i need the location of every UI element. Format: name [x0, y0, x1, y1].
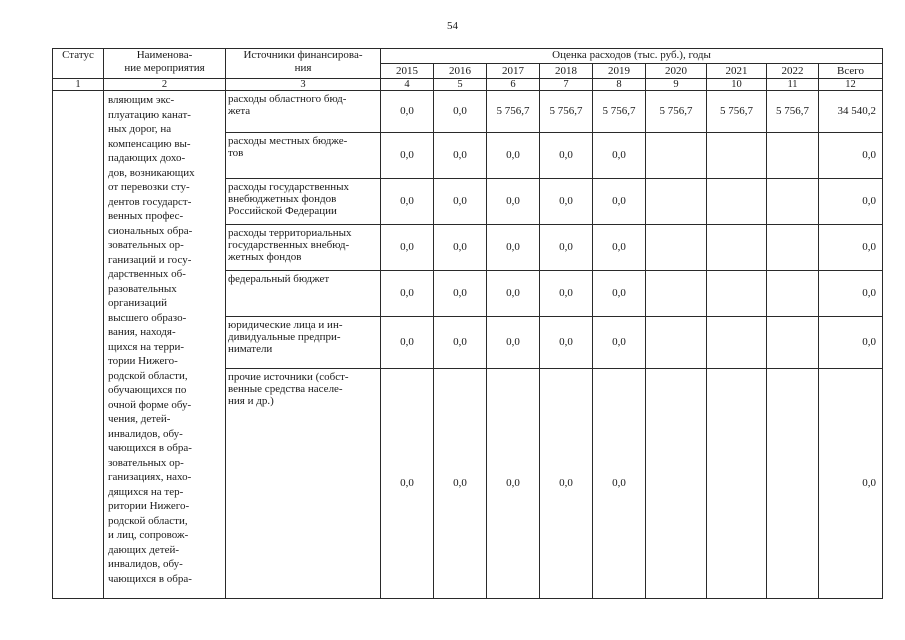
event-name-line: зовательных ор- — [108, 456, 184, 469]
column-number: 11 — [767, 79, 819, 91]
funding-source-line: федеральный бюджет — [228, 273, 330, 285]
column-number: 9 — [646, 79, 707, 91]
event-name-line: от перевозки сту- — [108, 181, 190, 193]
funding-source-line: расходы местных бюдже- — [228, 135, 348, 147]
header-year: 2019 — [593, 64, 646, 79]
event-name-line: щихся на терри- — [108, 340, 184, 353]
funding-source-cell — [226, 179, 381, 225]
column-number: 10 — [707, 79, 767, 91]
year-value-cell: 0,0 — [434, 179, 487, 225]
year-value-cell: 0,0 — [593, 133, 646, 179]
header-cost-estimate: Оценка расходов (тыс. руб.), годы — [381, 49, 883, 64]
event-name-line: компенсацию вы- — [108, 137, 191, 150]
event-name-line: дов, возникающих — [108, 166, 195, 179]
header-event-name-line: ние мероприятия — [124, 62, 205, 74]
column-number: 8 — [593, 79, 646, 91]
column-number: 12 — [819, 79, 883, 91]
funding-source-cell — [226, 369, 381, 599]
year-value-cell: 0,0 — [540, 369, 593, 599]
funding-source-line: прочие источники (собст- — [228, 371, 349, 383]
column-number: 3 — [226, 79, 381, 91]
year-value-cell: 0,0 — [540, 133, 593, 179]
total-value-cell: 0,0 — [819, 271, 883, 317]
total-value-cell: 0,0 — [819, 369, 883, 599]
year-value-cell: 0,0 — [434, 317, 487, 369]
funding-source-cell — [226, 225, 381, 271]
year-value-cell: 0,0 — [434, 225, 487, 271]
header-funding-sources-line: ния — [294, 62, 312, 74]
event-name-line: падающих дохо- — [108, 152, 186, 164]
year-value-cell: 5 756,7 — [540, 91, 593, 133]
column-number: 6 — [487, 79, 540, 91]
funding-source-line: государственных внебюд- — [228, 239, 350, 251]
year-value-cell: 0,0 — [434, 91, 487, 133]
event-name-line: чающихся в обра- — [108, 572, 192, 585]
page-number: 54 — [447, 20, 458, 32]
funding-source-cell — [226, 317, 381, 369]
header-year: 2020 — [646, 64, 707, 79]
year-value-cell — [767, 317, 819, 369]
event-name-line: высшего образо- — [108, 311, 187, 324]
year-value-cell: 0,0 — [434, 133, 487, 179]
year-value-cell — [767, 225, 819, 271]
funding-source-line: венные средства населе- — [228, 383, 343, 395]
year-value-cell — [707, 179, 767, 225]
event-name-line: сиональных обра- — [108, 224, 193, 237]
header-year: 2015 — [381, 64, 434, 79]
total-value-cell: 34 540,2 — [819, 91, 883, 133]
header-event-name — [104, 49, 226, 79]
funding-source-line: Российской Федерации — [228, 205, 337, 217]
year-value-cell: 0,0 — [381, 179, 434, 225]
year-value-cell: 0,0 — [381, 91, 434, 133]
funding-source-line: внебюджетных фондов — [228, 193, 337, 205]
header-year: 2018 — [540, 64, 593, 79]
year-value-cell: 0,0 — [381, 317, 434, 369]
year-value-cell: 0,0 — [487, 133, 540, 179]
event-name-line: организаций — [108, 297, 168, 309]
year-value-cell: 5 756,7 — [767, 91, 819, 133]
header-funding-sources-line: Источники финансирова- — [243, 49, 363, 61]
year-value-cell — [707, 369, 767, 599]
year-value-cell: 0,0 — [487, 225, 540, 271]
year-value-cell: 0,0 — [540, 317, 593, 369]
year-value-cell: 0,0 — [381, 133, 434, 179]
year-value-cell: 5 756,7 — [707, 91, 767, 133]
year-value-cell: 0,0 — [381, 225, 434, 271]
event-name-line: очной форме обу- — [108, 398, 192, 411]
column-number: 1 — [53, 79, 104, 91]
event-name-line: обучающихся по — [108, 384, 187, 396]
total-value-cell: 0,0 — [819, 179, 883, 225]
year-value-cell — [767, 369, 819, 599]
year-value-cell: 0,0 — [381, 271, 434, 317]
year-value-cell — [707, 225, 767, 271]
total-value-cell: 0,0 — [819, 317, 883, 369]
event-name-line: родской области, — [108, 369, 188, 382]
year-value-cell: 5 756,7 — [487, 91, 540, 133]
funding-source-line: юридические лица и ин- — [228, 319, 343, 331]
event-name-line: ганизаций и госу- — [108, 253, 192, 266]
event-name-line: вания, находя- — [108, 326, 176, 338]
funding-source-line: расходы государственных — [228, 181, 350, 193]
year-value-cell — [646, 225, 707, 271]
event-name-line: чающихся в обра- — [108, 442, 192, 454]
event-name-line: венных профес- — [108, 210, 184, 222]
funding-row — [53, 91, 883, 133]
year-value-cell: 0,0 — [540, 179, 593, 225]
funding-source-line: жетных фондов — [228, 251, 302, 263]
funding-source-cell — [226, 133, 381, 179]
funding-source-line: ния и др.) — [228, 395, 274, 407]
event-name-line: родской области, — [108, 514, 188, 527]
event-name-cell — [104, 91, 226, 599]
year-value-cell — [646, 271, 707, 317]
funding-source-line: ниматели — [228, 343, 273, 355]
year-value-cell: 0,0 — [487, 271, 540, 317]
event-name-line: ритории Нижего- — [108, 500, 190, 512]
year-value-cell: 0,0 — [381, 369, 434, 599]
event-name-line: инвалидов, обу- — [108, 558, 183, 570]
funding-source-line: дивидуальные предпри- — [228, 331, 341, 343]
header-year: 2017 — [487, 64, 540, 79]
year-value-cell: 0,0 — [487, 369, 540, 599]
year-value-cell — [707, 271, 767, 317]
event-name-line: вляющим экс- — [108, 94, 175, 106]
header-funding-sources — [226, 49, 381, 79]
column-number-row — [53, 79, 883, 91]
column-number: 2 — [104, 79, 226, 91]
year-value-cell — [767, 179, 819, 225]
event-name-line: чения, детей- — [108, 413, 171, 425]
year-value-cell: 0,0 — [593, 225, 646, 271]
column-number: 4 — [381, 79, 434, 91]
event-name-line: дающих детей- — [108, 543, 180, 556]
year-value-cell: 0,0 — [593, 369, 646, 599]
year-value-cell — [707, 133, 767, 179]
event-name-line: тории Нижего- — [108, 355, 178, 367]
year-value-cell — [707, 317, 767, 369]
funding-source-cell — [226, 91, 381, 133]
funding-source-line: тов — [228, 147, 244, 159]
header-status: Статус — [53, 49, 104, 79]
event-name-line: дарственных об- — [108, 268, 186, 280]
event-name-line: ных дорог, на — [108, 123, 172, 135]
year-value-cell — [646, 369, 707, 599]
year-value-cell: 5 756,7 — [593, 91, 646, 133]
event-name-line: и лиц, сопровож- — [108, 529, 189, 541]
event-name-line: дящихся на тер- — [108, 485, 184, 498]
funding-source-cell — [226, 271, 381, 317]
year-value-cell: 5 756,7 — [646, 91, 707, 133]
year-value-cell: 0,0 — [540, 225, 593, 271]
event-name-line: ганизациях, нахо- — [108, 471, 192, 483]
year-value-cell: 0,0 — [434, 271, 487, 317]
event-name-line: инвалидов, обу- — [108, 427, 183, 440]
total-value-cell: 0,0 — [819, 133, 883, 179]
year-value-cell — [646, 179, 707, 225]
status-cell — [53, 91, 104, 599]
funding-source-line: жета — [228, 105, 251, 117]
year-value-cell — [646, 317, 707, 369]
event-name-line: плуатацию канат- — [108, 108, 191, 121]
year-value-cell: 0,0 — [593, 179, 646, 225]
column-number: 7 — [540, 79, 593, 91]
year-value-cell: 0,0 — [487, 179, 540, 225]
event-name-line: зовательных ор- — [108, 239, 184, 251]
funding-source-line: расходы территориальных — [228, 227, 352, 239]
header-year: 2016 — [434, 64, 487, 79]
year-value-cell: 0,0 — [487, 317, 540, 369]
column-number: 5 — [434, 79, 487, 91]
header-total: Всего — [819, 64, 883, 79]
event-name-line: разовательных — [108, 282, 177, 295]
total-value-cell: 0,0 — [819, 225, 883, 271]
year-value-cell: 0,0 — [434, 369, 487, 599]
funding-source-line: расходы областного бюд- — [228, 93, 347, 105]
year-value-cell — [646, 133, 707, 179]
year-value-cell: 0,0 — [593, 317, 646, 369]
year-value-cell — [767, 271, 819, 317]
year-value-cell: 0,0 — [540, 271, 593, 317]
header-year: 2021 — [707, 64, 767, 79]
header-event-name-line: Наименова- — [136, 49, 193, 61]
year-value-cell: 0,0 — [593, 271, 646, 317]
year-value-cell — [767, 133, 819, 179]
expense-table — [52, 48, 883, 599]
header-year: 2022 — [767, 64, 819, 79]
event-name-line: дентов государст- — [108, 195, 192, 208]
